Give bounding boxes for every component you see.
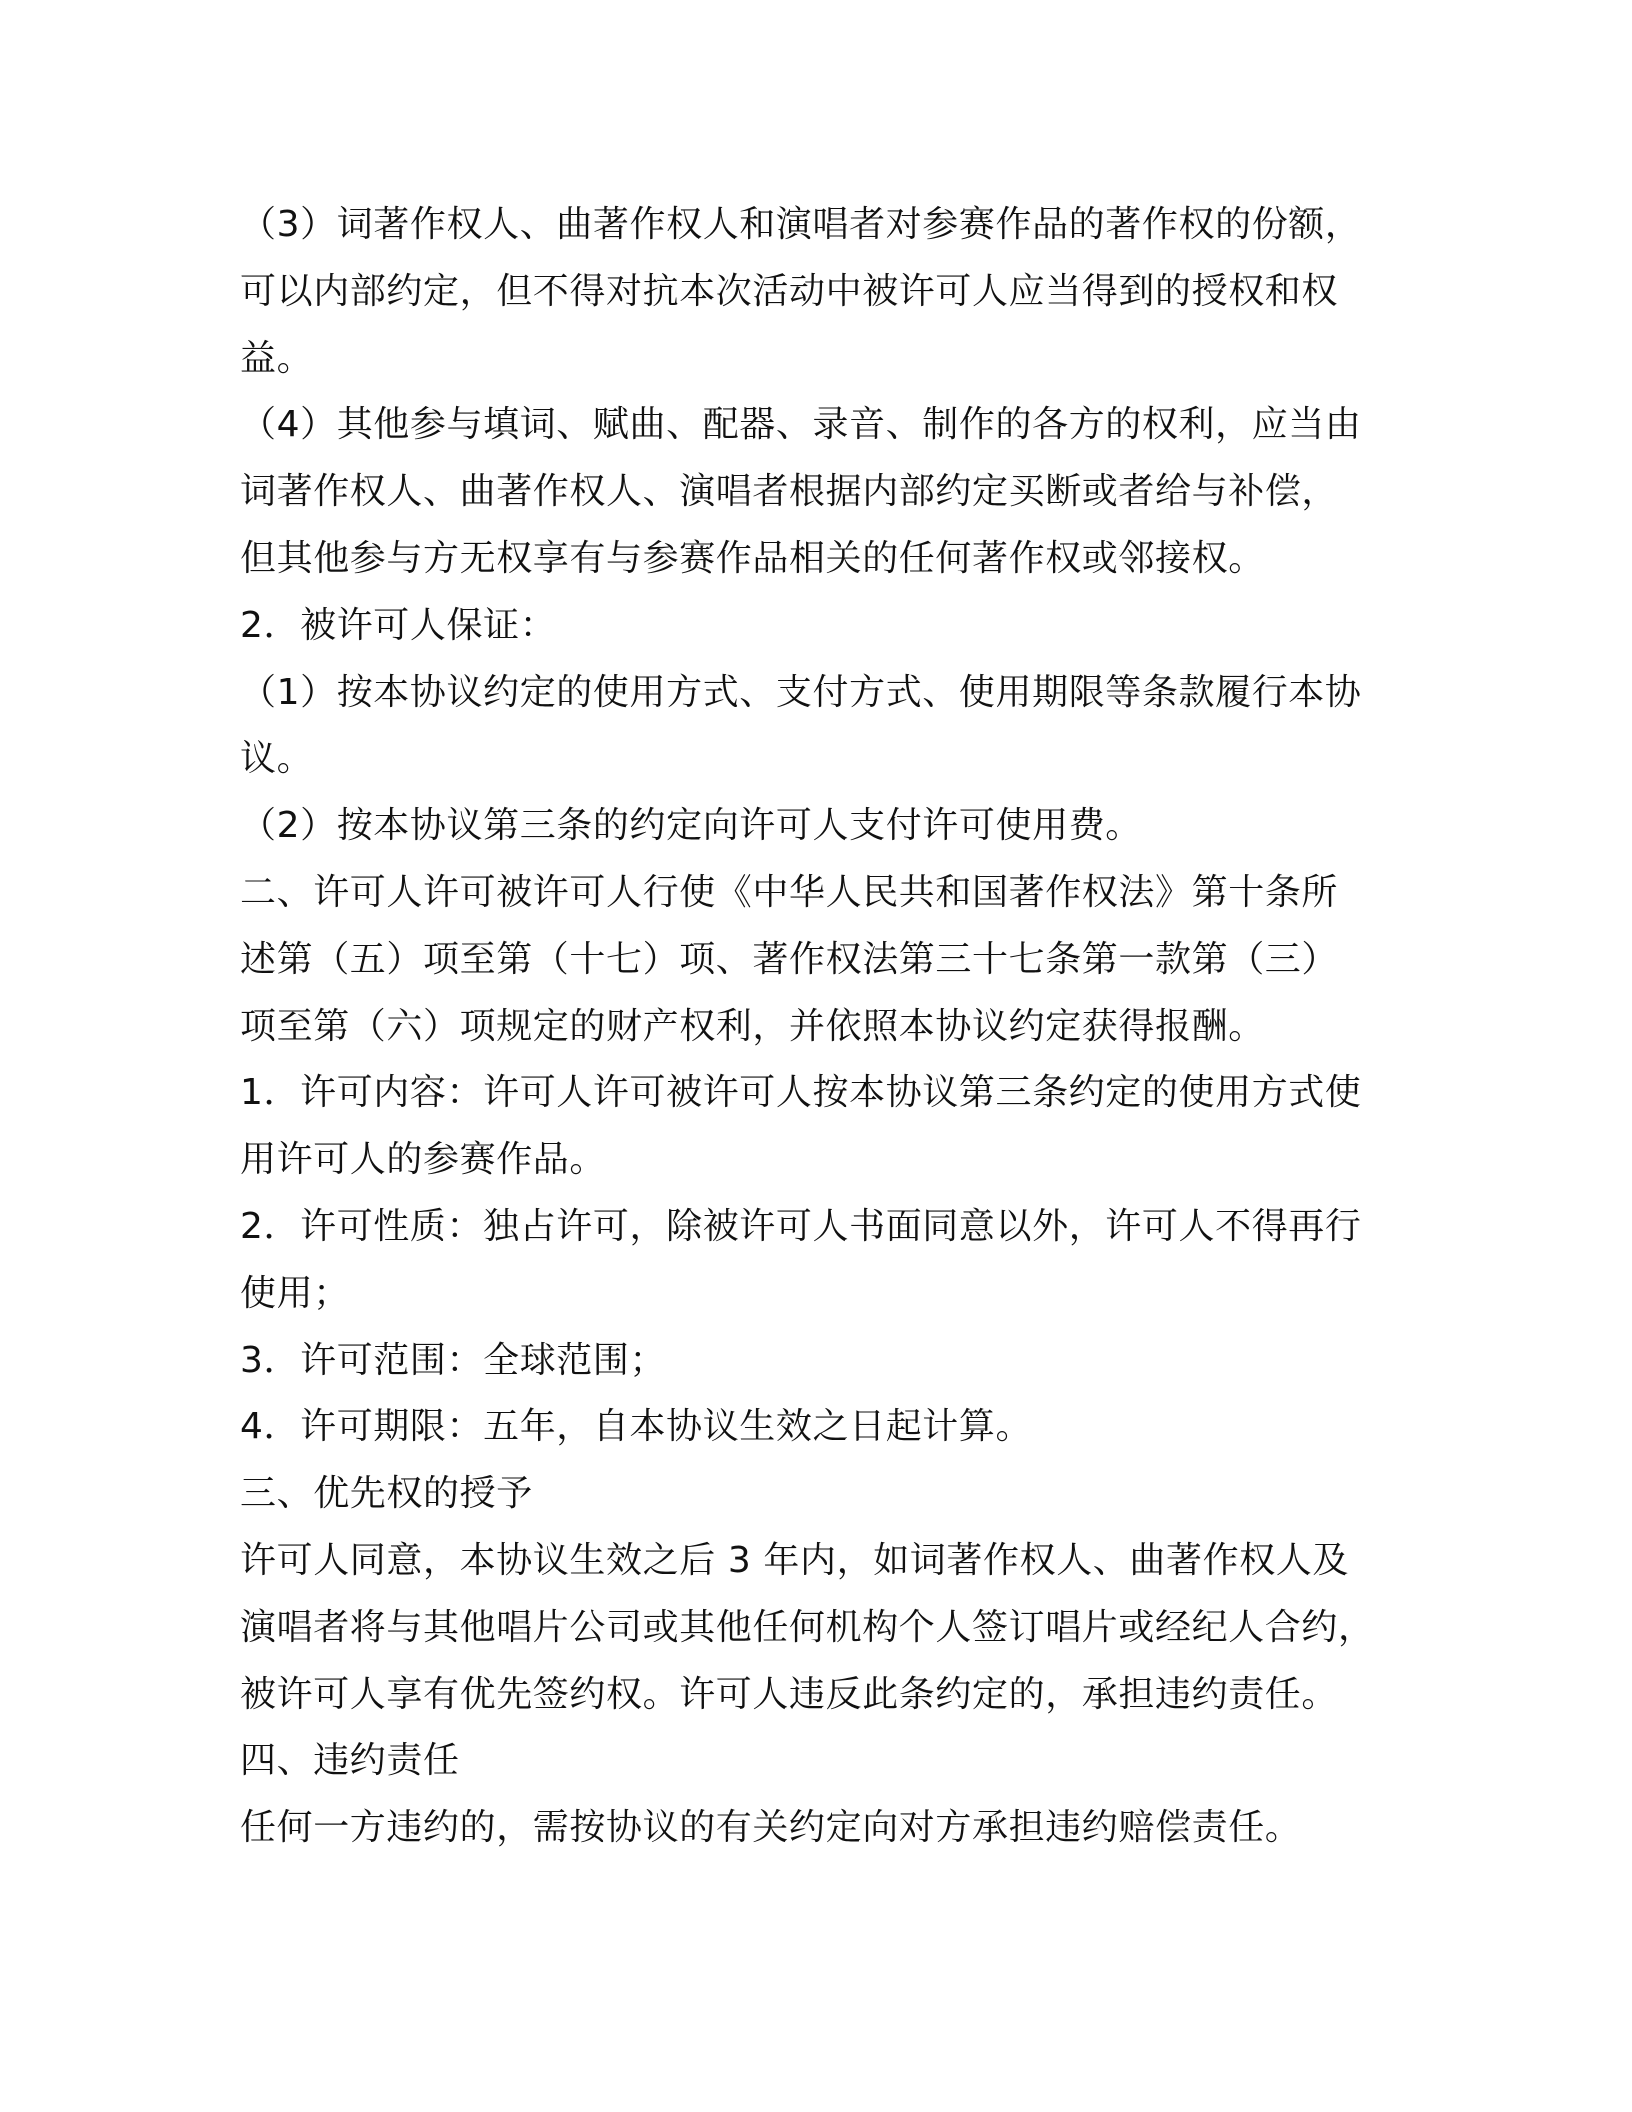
- text-line-22: 演唱者将与其他唱片公司或其他任何机构个人签订唱片或经纪人合约，: [240, 1606, 1375, 1648]
- text-line-2: 可以内部约定，但不得对抗本次活动中被许可人应当得到的授权和权: [240, 270, 1339, 312]
- text-line-15: 用许可人的参赛作品。: [240, 1139, 607, 1181]
- text-line-14: 1．许可内容：许可人许可被许可人按本协议第三条约定的使用方式使: [240, 1072, 1362, 1114]
- text-line-25: 任何一方违约的，需按协议的有关约定向对方承担违约赔偿责任。: [240, 1807, 1302, 1849]
- text-line-23: 被许可人享有优先签约权。许可人违反此条约定的，承担违约责任。: [240, 1673, 1339, 1715]
- text-line-17: 使用；: [240, 1272, 350, 1314]
- text-line-6: 但其他参与方无权享有与参赛作品相关的任何著作权或邻接权。: [240, 537, 1265, 579]
- text-line-3: 益。: [240, 337, 314, 379]
- text-line-18: 3．许可范围：全球范围；: [240, 1339, 667, 1381]
- text-line-12: 述第（五）项至第（十七）项、著作权法第三十七条第一款第（三）: [240, 938, 1339, 980]
- text-line-7: 2．被许可人保证：: [240, 604, 557, 646]
- text-line-8: （1）按本协议约定的使用方式、支付方式、使用期限等条款履行本协: [240, 671, 1362, 713]
- section-heading-priority-right: 三、优先权的授予: [240, 1473, 533, 1515]
- document-body: [240, 192, 1390, 1862]
- text-line-10: （2）按本协议第三条的约定向许可人支付许可使用费。: [240, 805, 1142, 847]
- text-line-5: 词著作权人、曲著作权人、演唱者根据内部约定买断或者给与补偿，: [240, 471, 1339, 513]
- text-line-19: 4．许可期限：五年，自本协议生效之日起计算。: [240, 1406, 1033, 1448]
- text-line-16: 2．许可性质：独占许可，除被许可人书面同意以外，许可人不得再行: [240, 1205, 1362, 1247]
- text-line-9: 议。: [240, 738, 314, 780]
- text-line-11: 二、许可人许可被许可人行使《中华人民共和国著作权法》第十条所: [240, 871, 1339, 913]
- text-line-4: （4）其他参与填词、赋曲、配器、录音、制作的各方的权利，应当由: [240, 404, 1362, 446]
- text-line-1: （3）词著作权人、曲著作权人和演唱者对参赛作品的著作权的份额，: [240, 204, 1362, 245]
- section-heading-breach-liability: 四、违约责任: [240, 1740, 460, 1782]
- text-line-21: 许可人同意，本协议生效之后 3 年内，如词著作权人、曲著作权人及: [240, 1539, 1349, 1581]
- text-line-13: 项至第（六）项规定的财产权利，并依照本协议约定获得报酬。: [240, 1005, 1265, 1047]
